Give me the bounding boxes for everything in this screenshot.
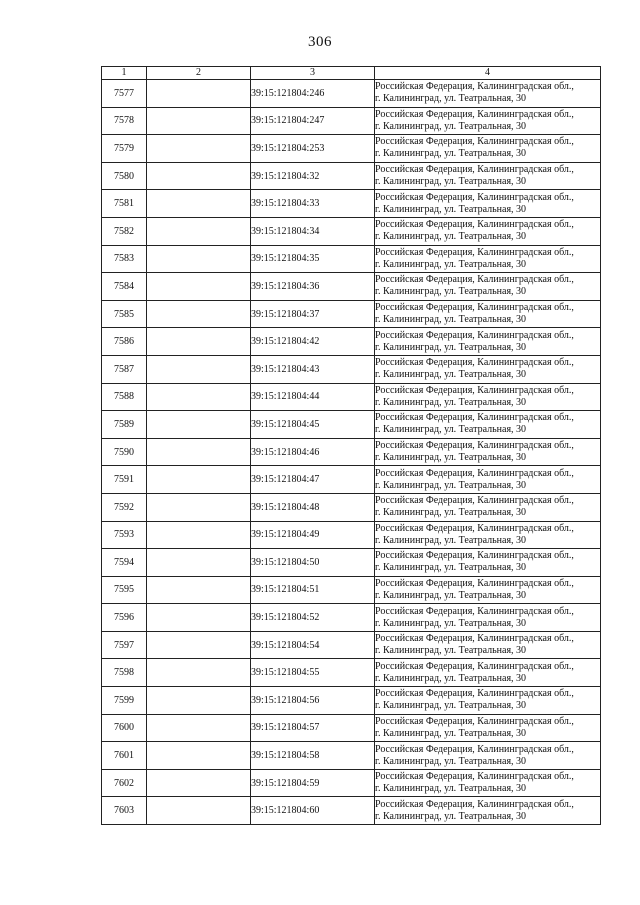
table-row <box>102 300 601 328</box>
row-col2-cell <box>147 466 251 494</box>
cadastral-number: 39:15:121804:48 <box>251 493 375 521</box>
row-col2-cell <box>147 355 251 383</box>
address-cell <box>375 162 601 190</box>
row-number: 7592 <box>102 493 147 521</box>
row-number: 7600 <box>102 714 147 742</box>
cadastral-number: 39:15:121804:58 <box>251 742 375 770</box>
address-line-2: г. Калининград, ул. Театральная, 30 <box>375 369 527 381</box>
row-col2-cell <box>147 521 251 549</box>
address-cell <box>375 797 601 825</box>
cadastral-number: 39:15:121804:50 <box>251 549 375 577</box>
table-row <box>102 493 601 521</box>
row-number: 7596 <box>102 604 147 632</box>
address-line-2: г. Калининград, ул. Театральная, 30 <box>375 203 527 215</box>
row-col2-cell <box>147 245 251 273</box>
address-cell <box>375 549 601 577</box>
table-row <box>102 549 601 577</box>
address-line-1: Российская Федерация, Калининградская обл., <box>375 108 574 120</box>
table-body <box>102 80 601 825</box>
table-row <box>102 521 601 549</box>
row-number: 7582 <box>102 217 147 245</box>
address-cell <box>375 687 601 715</box>
address-line-2: г. Калининград, ул. Театральная, 30 <box>375 783 527 795</box>
header-col-4: 4 <box>375 67 601 80</box>
row-number: 7578 <box>102 107 147 135</box>
table-row <box>102 576 601 604</box>
cadastral-number: 39:15:121804:43 <box>251 355 375 383</box>
cadastral-number: 39:15:121804:55 <box>251 659 375 687</box>
address-line-1: Российская Федерация, Калининградская обл., <box>375 715 574 727</box>
address-line-2: г. Калининград, ул. Театральная, 30 <box>375 645 527 657</box>
table-row <box>102 273 601 301</box>
row-number: 7588 <box>102 383 147 411</box>
table-row <box>102 797 601 825</box>
row-number: 7583 <box>102 245 147 273</box>
table-row <box>102 659 601 687</box>
row-number: 7580 <box>102 162 147 190</box>
address-cell <box>375 714 601 742</box>
address-line-1: Российская Федерация, Калининградская обл., <box>375 274 574 286</box>
address-line-1: Российская Федерация, Калининградская обл., <box>375 357 574 369</box>
row-col2-cell <box>147 383 251 411</box>
row-number: 7601 <box>102 742 147 770</box>
cadastral-number: 39:15:121804:253 <box>251 135 375 163</box>
address-line-2: г. Калининград, ул. Театральная, 30 <box>375 231 527 243</box>
address-cell <box>375 107 601 135</box>
table-row <box>102 135 601 163</box>
address-line-1: Российская Федерация, Калининградская обл., <box>375 136 574 148</box>
address-cell <box>375 493 601 521</box>
address-line-2: г. Калининград, ул. Театральная, 30 <box>375 617 527 629</box>
cadastral-number: 39:15:121804:49 <box>251 521 375 549</box>
row-col2-cell <box>147 328 251 356</box>
row-col2-cell <box>147 217 251 245</box>
table-row <box>102 80 601 108</box>
row-col2-cell <box>147 576 251 604</box>
header-col-3: 3 <box>251 67 375 80</box>
address-line-2: г. Калининград, ул. Театральная, 30 <box>375 589 527 601</box>
address-line-2: г. Калининград, ул. Театральная, 30 <box>375 93 527 105</box>
row-number: 7591 <box>102 466 147 494</box>
table-row <box>102 217 601 245</box>
row-col2-cell <box>147 411 251 439</box>
address-cell <box>375 300 601 328</box>
address-line-1: Российская Федерация, Калининградская обл., <box>375 384 574 396</box>
cadastral-number: 39:15:121804:57 <box>251 714 375 742</box>
table-row <box>102 328 601 356</box>
address-line-1: Российская Федерация, Калининградская обл., <box>375 440 574 452</box>
row-col2-cell <box>147 714 251 742</box>
row-col2-cell <box>147 631 251 659</box>
table-row <box>102 438 601 466</box>
address-cell <box>375 631 601 659</box>
address-cell <box>375 355 601 383</box>
row-col2-cell <box>147 273 251 301</box>
row-col2-cell <box>147 107 251 135</box>
address-line-1: Российская Федерация, Калининградская обл., <box>375 467 574 479</box>
cadastral-number: 39:15:121804:47 <box>251 466 375 494</box>
row-number: 7603 <box>102 797 147 825</box>
row-number: 7593 <box>102 521 147 549</box>
table-header <box>102 67 601 80</box>
table-row <box>102 631 601 659</box>
row-number: 7589 <box>102 411 147 439</box>
row-col2-cell <box>147 300 251 328</box>
table-row <box>102 604 601 632</box>
row-number: 7598 <box>102 659 147 687</box>
row-number: 7577 <box>102 80 147 108</box>
row-number: 7594 <box>102 549 147 577</box>
header-col-1: 1 <box>102 67 147 80</box>
header-row <box>102 67 601 80</box>
address-line-1: Российская Федерация, Калининградская обл., <box>375 660 574 672</box>
cadastral-number: 39:15:121804:54 <box>251 631 375 659</box>
address-line-1: Российская Федерация, Калининградская обл., <box>375 81 574 93</box>
page-number: 306 <box>308 34 332 50</box>
address-line-1: Российская Федерация, Калининградская обл., <box>375 577 574 589</box>
row-col2-cell <box>147 687 251 715</box>
row-number: 7602 <box>102 769 147 797</box>
header-col-2: 2 <box>147 67 251 80</box>
address-line-1: Российская Федерация, Калининградская обл., <box>375 633 574 645</box>
address-line-1: Российская Федерация, Калининградская обл., <box>375 246 574 258</box>
address-cell <box>375 273 601 301</box>
address-line-2: г. Калининград, ул. Театральная, 30 <box>375 810 527 822</box>
table-row <box>102 714 601 742</box>
cadastral-number: 39:15:121804:35 <box>251 245 375 273</box>
row-number: 7599 <box>102 687 147 715</box>
row-col2-cell <box>147 797 251 825</box>
row-col2-cell <box>147 769 251 797</box>
address-line-2: г. Калининград, ул. Театральная, 30 <box>375 479 527 491</box>
cadastral-number: 39:15:121804:52 <box>251 604 375 632</box>
cadastral-number: 39:15:121804:34 <box>251 217 375 245</box>
address-cell <box>375 466 601 494</box>
registry-table <box>101 66 601 825</box>
row-number: 7584 <box>102 273 147 301</box>
address-line-2: г. Калининград, ул. Театральная, 30 <box>375 286 527 298</box>
address-line-2: г. Калининград, ул. Театральная, 30 <box>375 148 527 160</box>
row-col2-cell <box>147 604 251 632</box>
address-line-2: г. Калининград, ул. Театральная, 30 <box>375 120 527 132</box>
address-line-1: Российская Федерация, Калининградская обл., <box>375 412 574 424</box>
table-row <box>102 411 601 439</box>
address-line-2: г. Калининград, ул. Театральная, 30 <box>375 507 527 519</box>
address-cell <box>375 245 601 273</box>
address-cell <box>375 769 601 797</box>
address-cell <box>375 411 601 439</box>
address-cell <box>375 328 601 356</box>
address-line-2: г. Калининград, ул. Театральная, 30 <box>375 562 527 574</box>
address-line-2: г. Калининград, ул. Театральная, 30 <box>375 452 527 464</box>
cadastral-number: 39:15:121804:59 <box>251 769 375 797</box>
row-number: 7586 <box>102 328 147 356</box>
address-line-1: Российская Федерация, Калининградская обл., <box>375 771 574 783</box>
table-row <box>102 466 601 494</box>
cadastral-number: 39:15:121804:247 <box>251 107 375 135</box>
cadastral-number: 39:15:121804:36 <box>251 273 375 301</box>
address-line-2: г. Калининград, ул. Театральная, 30 <box>375 176 527 188</box>
address-line-2: г. Калининград, ул. Театральная, 30 <box>375 396 527 408</box>
address-line-1: Российская Федерация, Калининградская обл., <box>375 605 574 617</box>
address-line-2: г. Калининград, ул. Театральная, 30 <box>375 424 527 436</box>
address-cell <box>375 80 601 108</box>
row-col2-cell <box>147 549 251 577</box>
address-line-1: Российская Федерация, Калининградская обл., <box>375 550 574 562</box>
row-col2-cell <box>147 659 251 687</box>
table-row <box>102 355 601 383</box>
row-col2-cell <box>147 493 251 521</box>
address-line-2: г. Калининград, ул. Театральная, 30 <box>375 258 527 270</box>
table-row <box>102 769 601 797</box>
address-line-1: Российская Федерация, Калининградская обл., <box>375 329 574 341</box>
cadastral-number: 39:15:121804:56 <box>251 687 375 715</box>
address-line-2: г. Калининград, ул. Театральная, 30 <box>375 727 527 739</box>
address-line-1: Российская Федерация, Калининградская обл., <box>375 219 574 231</box>
address-cell <box>375 438 601 466</box>
row-number: 7581 <box>102 190 147 218</box>
row-number: 7585 <box>102 300 147 328</box>
address-line-1: Российская Федерация, Калининградская обл., <box>375 688 574 700</box>
cadastral-number: 39:15:121804:246 <box>251 80 375 108</box>
address-line-2: г. Калининград, ул. Театральная, 30 <box>375 700 527 712</box>
address-cell <box>375 659 601 687</box>
cadastral-number: 39:15:121804:46 <box>251 438 375 466</box>
row-col2-cell <box>147 80 251 108</box>
address-line-2: г. Калининград, ул. Театральная, 30 <box>375 341 527 353</box>
table-row <box>102 687 601 715</box>
address-line-1: Российская Федерация, Калининградская обл., <box>375 743 574 755</box>
cadastral-number: 39:15:121804:42 <box>251 328 375 356</box>
address-line-1: Российская Федерация, Калининградская обл., <box>375 164 574 176</box>
address-line-2: г. Калининград, ул. Театральная, 30 <box>375 534 527 546</box>
table-row <box>102 245 601 273</box>
address-line-1: Российская Федерация, Калининградская обл., <box>375 522 574 534</box>
cadastral-number: 39:15:121804:60 <box>251 797 375 825</box>
address-cell <box>375 190 601 218</box>
table-row <box>102 107 601 135</box>
table-row <box>102 742 601 770</box>
row-number: 7595 <box>102 576 147 604</box>
address-line-1: Российская Федерация, Калининградская обл., <box>375 798 574 810</box>
cadastral-number: 39:15:121804:33 <box>251 190 375 218</box>
address-line-1: Российская Федерация, Калининградская обл., <box>375 495 574 507</box>
table-row <box>102 383 601 411</box>
row-col2-cell <box>147 190 251 218</box>
address-cell <box>375 742 601 770</box>
address-line-1: Российская Федерация, Калининградская обл., <box>375 302 574 314</box>
row-col2-cell <box>147 742 251 770</box>
address-line-2: г. Калининград, ул. Театральная, 30 <box>375 755 527 767</box>
address-cell <box>375 604 601 632</box>
address-cell <box>375 135 601 163</box>
cadastral-number: 39:15:121804:45 <box>251 411 375 439</box>
table-row <box>102 162 601 190</box>
row-col2-cell <box>147 135 251 163</box>
row-col2-cell <box>147 162 251 190</box>
row-number: 7587 <box>102 355 147 383</box>
address-line-2: г. Калининград, ул. Театральная, 30 <box>375 672 527 684</box>
row-col2-cell <box>147 438 251 466</box>
address-cell <box>375 576 601 604</box>
table-row <box>102 190 601 218</box>
row-number: 7590 <box>102 438 147 466</box>
address-line-1: Российская Федерация, Калининградская обл., <box>375 191 574 203</box>
address-line-2: г. Калининград, ул. Театральная, 30 <box>375 314 527 326</box>
cadastral-number: 39:15:121804:51 <box>251 576 375 604</box>
row-number: 7597 <box>102 631 147 659</box>
cadastral-number: 39:15:121804:44 <box>251 383 375 411</box>
address-cell <box>375 217 601 245</box>
cadastral-number: 39:15:121804:37 <box>251 300 375 328</box>
address-cell <box>375 383 601 411</box>
address-cell <box>375 521 601 549</box>
cadastral-number: 39:15:121804:32 <box>251 162 375 190</box>
row-number: 7579 <box>102 135 147 163</box>
